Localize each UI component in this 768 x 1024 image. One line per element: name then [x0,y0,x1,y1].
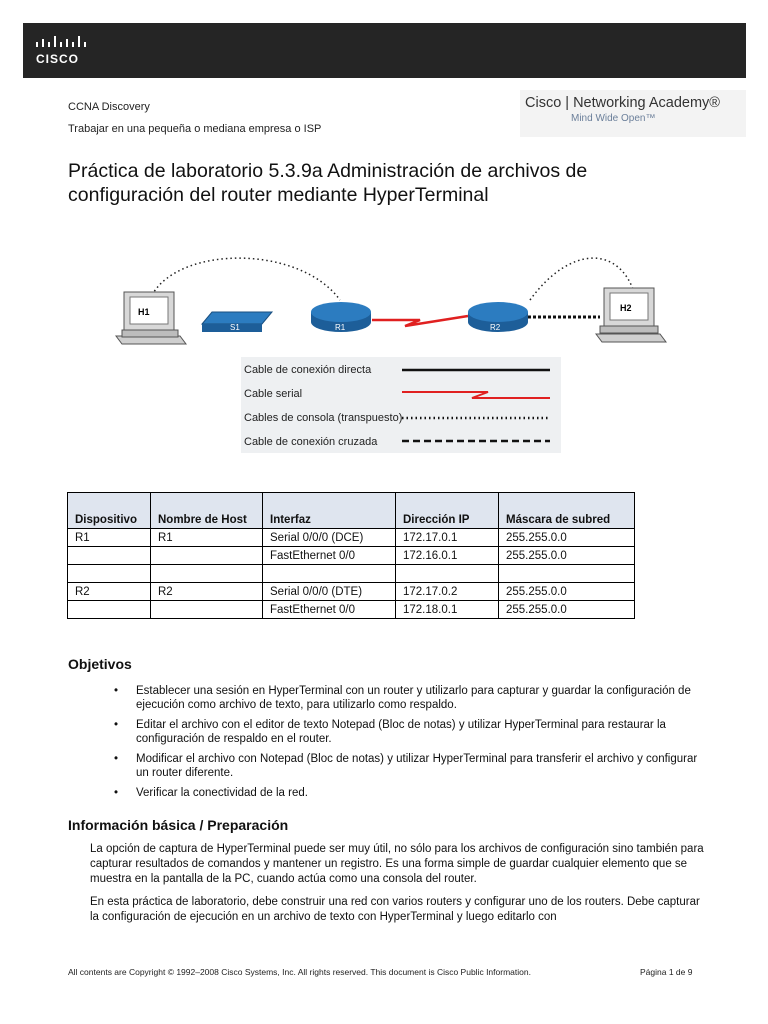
table-header-row [68,493,635,529]
col-dispositivo: Dispositivo [68,493,151,529]
label-s1: S1 [230,323,240,332]
list-item: • Modificar el archivo con Notepad (Bloc de notas) y utilizar HyperTerminal para transferir el archivo y configurar un router diferente. [118,752,708,780]
cell: R1 [151,529,263,547]
objectives-list [118,684,708,806]
cisco-logo-text: CISCO [36,52,80,66]
cisco-banner [23,23,746,78]
addressing-table [67,492,635,619]
cell: 172.18.0.1 [396,601,499,619]
col-mascara: Máscara de subred [499,493,635,529]
background-heading: Información básica / Preparación [68,817,289,833]
cell [499,565,635,583]
cell: Serial 0/0/0 (DTE) [263,583,396,601]
list-item: • Editar el archivo con el editor de texto Notepad (Bloc de notas) y utilizar HyperTerminal para restaurar la configuración de respaldo en el router. [118,718,708,746]
legend-console-label: Cables de consola (transpuesto) [244,412,403,424]
list-item: • Verificar la conectividad de la red. [118,786,708,800]
cell: R1 [68,529,151,547]
cell [68,547,151,565]
table-row [68,565,635,583]
console-cable-h1 [152,258,340,300]
label-h2: H2 [620,303,632,313]
legend-serial-line [402,392,550,398]
cisco-bars-icon [36,36,88,50]
table-row [68,529,635,547]
table-row [68,547,635,565]
objectives-heading: Objetivos [68,656,132,672]
course-name: CCNA Discovery [68,101,150,113]
label-h1: H1 [138,307,150,317]
cell [263,565,396,583]
cell [68,565,151,583]
cell: Serial 0/0/0 (DCE) [263,529,396,547]
cell: R2 [68,583,151,601]
cell: 255.255.0.0 [499,529,635,547]
cell [68,601,151,619]
network-topology [100,240,680,365]
background-paragraph-1: La opción de captura de HyperTerminal puede ser muy útil, no sólo para los archivos de configuración sino también para capturar resultados de comandos y mantener un registro. Es una forma simple de guardar cualquier elemento que se muestra en la pantalla de la PC, cuando actúa como una consola del router. [90,843,704,885]
module-name: Trabajar en una pequeña o mediana empresa o ISP [68,123,322,135]
page-title: Práctica de laboratorio 5.3.9a Administración de archivos de configuración del router mediante HyperTerminal [68,160,588,206]
cell: FastEthernet 0/0 [263,547,396,565]
cell [396,565,499,583]
list-item: • Establecer una sesión en HyperTerminal con un router y utilizarlo para capturar y guardar la configuración de ejecución como archivo de texto, para utilizarlo como respaldo. [118,684,708,712]
table-row [68,583,635,601]
cell: 255.255.0.0 [499,601,635,619]
cell: 172.17.0.1 [396,529,499,547]
pc-h1-icon [116,292,186,344]
cell [151,601,263,619]
legend-serial-label: Cable serial [244,388,303,400]
label-r1: R1 [335,323,346,332]
table-row [68,601,635,619]
cell: FastEthernet 0/0 [263,601,396,619]
copyright-footer: All contents are Copyright © 1992–2008 Cisco Systems, Inc. All rights reserved. This document is Cisco Public Information. [68,967,531,977]
cell: 172.16.0.1 [396,547,499,565]
background-paragraph-2: En esta práctica de laboratorio, debe construir una red con varios routers y configurar uno de los routers. Debe capturar la configuración de ejecución en un archivo de texto con HyperTerminal y luego editarlo con [90,896,700,923]
pc-h2-icon [596,288,666,342]
cell: R2 [151,583,263,601]
cell [151,565,263,583]
col-interfaz: Interfaz [263,493,396,529]
legend-lines [400,360,552,452]
serial-cable [372,316,468,326]
legend-straight-label: Cable de conexión directa [244,364,372,376]
page-number: Página 1 de 9 [640,967,693,977]
academy-tagline: Mind Wide Open™ [571,113,656,124]
col-nombre-host: Nombre de Host [151,493,263,529]
col-direccion-ip: Dirección IP [396,493,499,529]
cell: 255.255.0.0 [499,547,635,565]
cell [151,547,263,565]
cell: 255.255.0.0 [499,583,635,601]
academy-name: Cisco | Networking Academy® [525,95,720,111]
cell: 172.17.0.2 [396,583,499,601]
label-r2: R2 [490,323,501,332]
legend-crossover-label: Cable de conexión cruzada [244,436,378,448]
